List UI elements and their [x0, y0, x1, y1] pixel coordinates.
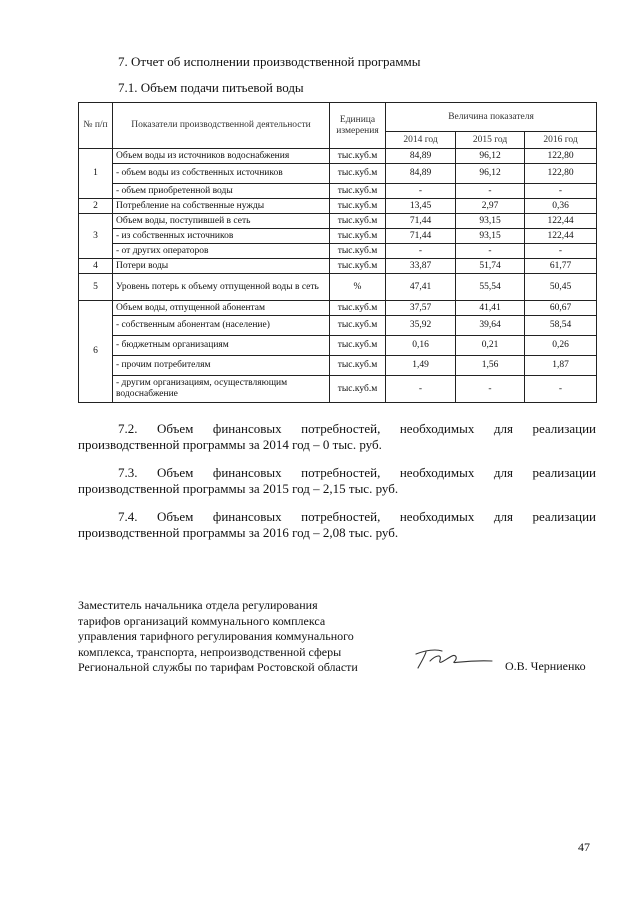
table-row: [79, 199, 597, 214]
word: реализации: [532, 421, 596, 436]
page-number: 47: [578, 840, 590, 854]
word: потребностей,: [301, 465, 381, 480]
row-value-2014: 84,89: [386, 149, 456, 164]
row-value-2015: -: [456, 184, 525, 199]
row-unit: тыс.куб.м: [330, 259, 386, 274]
row-indicator: - объем воды из собственных источников: [113, 164, 330, 184]
row-value-2014: -: [386, 184, 456, 199]
table-row: [79, 214, 597, 229]
row-value-2014: 84,89: [386, 164, 456, 184]
row-value-2016: 122,44: [525, 214, 597, 229]
signature-line: управления тарифного регулирования коммунального: [78, 629, 354, 643]
row-value-2014: 0,16: [386, 336, 456, 356]
table-row: [79, 164, 597, 184]
row-value-2015: 55,54: [456, 274, 525, 301]
row-value-2015: 51,74: [456, 259, 525, 274]
header-indicator: Показатели производственной деятельности: [113, 103, 330, 149]
water-supply-table: [78, 102, 597, 403]
row-value-2015: 0,21: [456, 336, 525, 356]
row-value-2016: 0,36: [525, 199, 597, 214]
row-value-2016: 122,80: [525, 149, 597, 164]
row-indicator: Уровень потерь к объему отпущенной воды в сеть: [113, 274, 330, 301]
header-unit: Единица измерения: [330, 103, 386, 149]
row-value-2015: 2,97: [456, 199, 525, 214]
row-value-2016: -: [525, 184, 597, 199]
word: необходимых: [399, 421, 475, 436]
row-value-2015: 93,15: [456, 229, 525, 244]
row-number: 5: [79, 274, 113, 301]
row-indicator: - бюджетным организациям: [113, 336, 330, 356]
row-value-2016: 60,67: [525, 301, 597, 316]
table-row: [79, 376, 597, 403]
row-value-2015: 41,41: [456, 301, 525, 316]
row-indicator: - другим организациям, осуществляющим водоснабжение: [113, 376, 330, 403]
row-value-2015: 96,12: [456, 164, 525, 184]
header-year-2015: 2015 год: [456, 132, 525, 149]
word: финансовых: [212, 465, 282, 480]
row-value-2016: 61,77: [525, 259, 597, 274]
row-unit: тыс.куб.м: [330, 164, 386, 184]
word: реализации: [532, 465, 596, 480]
row-value-2016: 122,44: [525, 229, 597, 244]
row-value-2016: 0,26: [525, 336, 597, 356]
row-unit: тыс.куб.м: [330, 229, 386, 244]
row-unit: тыс.куб.м: [330, 376, 386, 403]
row-number: 3: [79, 214, 113, 259]
word: Объем: [157, 465, 194, 480]
word: Объем: [157, 509, 194, 524]
row-value-2015: 39,64: [456, 316, 525, 336]
paragraph-7-3: [78, 465, 596, 497]
word: для: [493, 465, 513, 480]
row-number: 4: [79, 259, 113, 274]
row-indicator: - из собственных источников: [113, 229, 330, 244]
row-value-2015: 93,15: [456, 214, 525, 229]
paragraph-number: 7.2.: [118, 421, 138, 436]
row-value-2014: 33,87: [386, 259, 456, 274]
word: необходимых: [399, 509, 475, 524]
row-value-2014: 13,45: [386, 199, 456, 214]
word: финансовых: [212, 509, 282, 524]
row-value-2016: 1,87: [525, 356, 597, 376]
row-value-2014: -: [386, 376, 456, 403]
row-unit: тыс.куб.м: [330, 356, 386, 376]
row-number: 6: [79, 301, 113, 403]
signature-line: Заместитель начальника отдела регулирования: [78, 598, 318, 612]
row-value-2016: -: [525, 244, 597, 259]
paragraph-line1: [78, 509, 596, 525]
section-heading: 7. Отчет об исполнении производственной программы: [118, 54, 421, 69]
row-indicator: - от других операторов: [113, 244, 330, 259]
signature-line: комплекса, транспорта, непроизводственной сферы: [78, 644, 342, 659]
header-year-2016: 2016 год: [525, 132, 597, 149]
word: финансовых: [212, 421, 282, 436]
paragraph-line2: производственной программы за 2015 год – 2,15 тыс. руб.: [78, 481, 399, 496]
table-row: [79, 301, 597, 316]
row-unit: тыс.куб.м: [330, 301, 386, 316]
table-row: [79, 356, 597, 376]
word: потребностей,: [301, 421, 381, 436]
row-value-2014: 35,92: [386, 316, 456, 336]
row-indicator: Объем воды, поступившей в сеть: [113, 214, 330, 229]
paragraph-line2: производственной программы за 2016 год – 2,08 тыс. руб.: [78, 525, 399, 540]
header-year-2014: 2014 год: [386, 132, 456, 149]
row-indicator: Потери воды: [113, 259, 330, 274]
row-indicator: - собственным абонентам (население): [113, 316, 330, 336]
table-row: [79, 316, 597, 336]
signer-name: О.В. Черниенко: [505, 659, 586, 673]
row-number: 1: [79, 149, 113, 199]
row-indicator: - объем приобретенной воды: [113, 184, 330, 199]
signature-line: тарифов организаций коммунального комплекса: [78, 613, 326, 628]
word: необходимых: [399, 465, 475, 480]
row-value-2016: 122,80: [525, 164, 597, 184]
row-unit: тыс.куб.м: [330, 214, 386, 229]
table-row: [79, 149, 597, 164]
word: реализации: [532, 509, 596, 524]
paragraph-number: 7.4.: [118, 509, 138, 524]
table-row: [79, 229, 597, 244]
row-value-2014: 37,57: [386, 301, 456, 316]
row-unit: %: [330, 274, 386, 301]
word: для: [493, 509, 513, 524]
row-value-2014: 1,49: [386, 356, 456, 376]
signature-line: Региональной службы по тарифам Ростовской области: [78, 660, 358, 674]
table-row: [79, 184, 597, 199]
header-num: № п/п: [79, 103, 113, 149]
row-unit: тыс.куб.м: [330, 184, 386, 199]
row-indicator: Потребление на собственные нужды: [113, 199, 330, 214]
row-unit: тыс.куб.м: [330, 199, 386, 214]
table-row: [79, 244, 597, 259]
paragraph-line2: производственной программы за 2014 год – 0 тыс. руб.: [78, 437, 382, 452]
word: потребностей,: [301, 509, 381, 524]
paragraph-7-2: [78, 421, 596, 453]
row-value-2014: -: [386, 244, 456, 259]
signature-block: [78, 598, 358, 676]
paragraph-line1: [78, 465, 596, 481]
table-row: [79, 274, 597, 301]
table-row: [79, 259, 597, 274]
row-unit: тыс.куб.м: [330, 244, 386, 259]
header-value: Величина показателя: [386, 103, 597, 132]
word: для: [493, 421, 513, 436]
row-indicator: Объем воды, отпущенной абонентам: [113, 301, 330, 316]
table-header-row: [79, 103, 597, 132]
row-value-2014: 47,41: [386, 274, 456, 301]
table-row: [79, 336, 597, 356]
row-indicator: - прочим потребителям: [113, 356, 330, 376]
row-value-2014: 71,44: [386, 229, 456, 244]
row-value-2016: 50,45: [525, 274, 597, 301]
handwritten-signature-icon: [412, 646, 496, 672]
subsection-heading: 7.1. Объем подачи питьевой воды: [118, 80, 304, 95]
row-value-2015: 1,56: [456, 356, 525, 376]
row-unit: тыс.куб.м: [330, 336, 386, 356]
row-value-2016: -: [525, 376, 597, 403]
paragraph-number: 7.3.: [118, 465, 138, 480]
row-value-2014: 71,44: [386, 214, 456, 229]
row-unit: тыс.куб.м: [330, 316, 386, 336]
paragraph-line1: [78, 421, 596, 437]
row-value-2015: -: [456, 244, 525, 259]
row-value-2015: -: [456, 376, 525, 403]
paragraph-7-4: [78, 509, 596, 541]
row-value-2016: 58,54: [525, 316, 597, 336]
row-indicator: Объем воды из источников водоснабжения: [113, 149, 330, 164]
row-value-2015: 96,12: [456, 149, 525, 164]
word: Объем: [157, 421, 194, 436]
row-unit: тыс.куб.м: [330, 149, 386, 164]
row-number: 2: [79, 199, 113, 214]
